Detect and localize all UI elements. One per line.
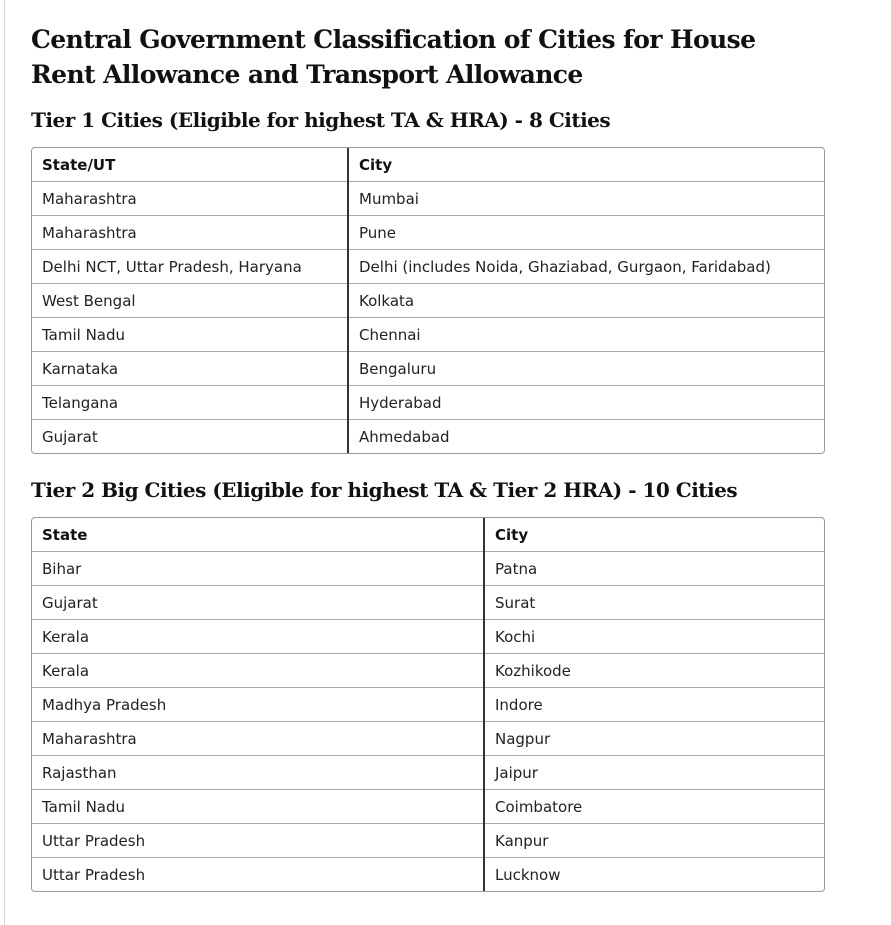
city-cell: Hyderabad — [348, 386, 824, 420]
state-cell: Delhi NCT, Uttar Pradesh, Haryana — [32, 250, 348, 284]
tier2-table-container — [31, 517, 825, 892]
city-cell: Nagpur — [484, 722, 824, 756]
tier1-table-body — [32, 148, 824, 453]
table-row — [32, 182, 824, 216]
state-cell: Rajasthan — [32, 756, 484, 790]
state-cell: Kerala — [32, 620, 484, 654]
state-cell: Gujarat — [32, 586, 484, 620]
table-row — [32, 654, 824, 688]
left-border-line — [4, 0, 5, 925]
city-cell: Kanpur — [484, 824, 824, 858]
state-cell: Karnataka — [32, 352, 348, 386]
city-cell: Ahmedabad — [348, 420, 824, 454]
city-cell: Kozhikode — [484, 654, 824, 688]
city-cell: Indore — [484, 688, 824, 722]
state-cell: Telangana — [32, 386, 348, 420]
table-row — [32, 420, 824, 454]
table-row — [32, 586, 824, 620]
state-cell: Madhya Pradesh — [32, 688, 484, 722]
state-cell: Uttar Pradesh — [32, 824, 484, 858]
city-cell: Kochi — [484, 620, 824, 654]
table-row — [32, 620, 824, 654]
table-row — [32, 318, 824, 352]
tier2-table — [32, 518, 824, 891]
state-cell: Gujarat — [32, 420, 348, 454]
city-cell: Mumbai — [348, 182, 824, 216]
city-cell: Bengaluru — [348, 352, 824, 386]
city-cell: Delhi (includes Noida, Ghaziabad, Gurgaon, Faridabad) — [348, 250, 824, 284]
table-row — [32, 552, 824, 586]
table-row — [32, 250, 824, 284]
state-cell: Maharashtra — [32, 216, 348, 250]
column-header-city: City — [348, 148, 824, 182]
article-content — [31, 22, 825, 914]
tier2-table-body — [32, 518, 824, 891]
city-cell: Coimbatore — [484, 790, 824, 824]
state-cell: Uttar Pradesh — [32, 858, 484, 892]
tier1-heading: Tier 1 Cities (Eligible for highest TA & HRA) - 8 Cities — [31, 108, 611, 132]
table-row — [32, 824, 824, 858]
state-cell: West Bengal — [32, 284, 348, 318]
state-cell: Maharashtra — [32, 182, 348, 216]
city-cell: Pune — [348, 216, 824, 250]
tier1-table — [32, 148, 824, 453]
state-cell: Tamil Nadu — [32, 790, 484, 824]
tier2-heading: Tier 2 Big Cities (Eligible for highest TA & Tier 2 HRA) - 10 Cities — [31, 478, 738, 502]
table-header-row — [32, 148, 824, 182]
column-header-state: State/UT — [42, 155, 116, 174]
table-row — [32, 216, 824, 250]
city-cell: Kolkata — [348, 284, 824, 318]
city-cell: Surat — [484, 586, 824, 620]
table-row — [32, 858, 824, 892]
table-header-row — [32, 518, 824, 552]
column-header-state: State — [42, 525, 88, 544]
city-cell: Jaipur — [484, 756, 824, 790]
state-cell: Maharashtra — [32, 722, 484, 756]
city-cell: Chennai — [348, 318, 824, 352]
state-cell: Tamil Nadu — [32, 318, 348, 352]
table-row — [32, 790, 824, 824]
table-row — [32, 722, 824, 756]
state-cell: Bihar — [32, 552, 484, 586]
state-cell: Kerala — [32, 654, 484, 688]
column-header-city: City — [484, 518, 824, 552]
city-cell: Patna — [484, 552, 824, 586]
tier1-table-container — [31, 147, 825, 454]
page-title: Central Government Classification of Cities for House Rent Allowance and Transport Allowance — [31, 25, 756, 89]
table-row — [32, 386, 824, 420]
table-row — [32, 284, 824, 318]
table-row — [32, 756, 824, 790]
table-row — [32, 352, 824, 386]
table-row — [32, 688, 824, 722]
city-cell: Lucknow — [484, 858, 824, 892]
